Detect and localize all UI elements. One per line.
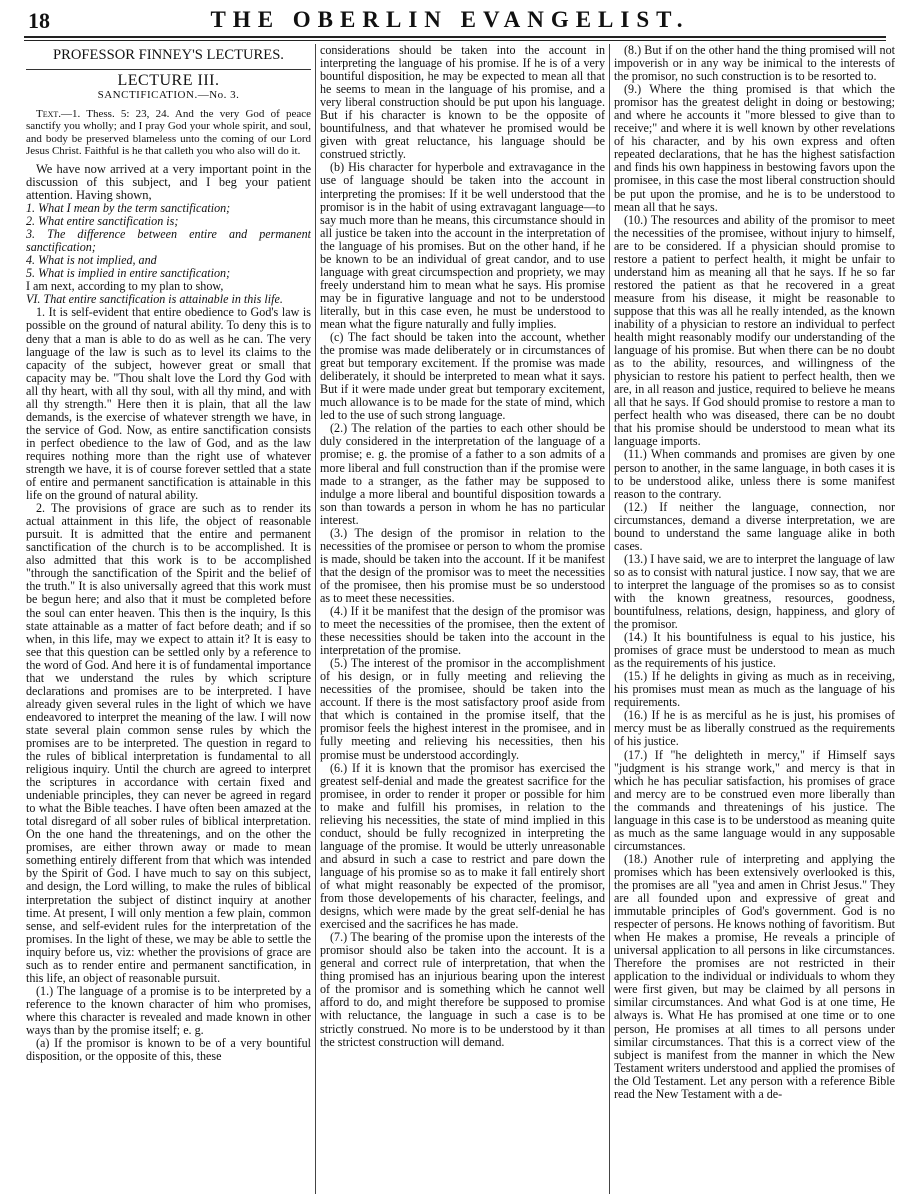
paragraph: (17.) If "he delighteth in mercy," if Himself says "judgment is his strange work," and mercy is that in which he has peculiar satisfaction, his promises of grace and mercy are to be construed even more liberally than the commands and threatenings of his justice. The language in this case is to be understood as meaning quite as much as the same language would in any supposable circumstances. [614, 747, 895, 853]
paragraph: (4.) If it be manifest that the design of the promisor was to meet the necessities of the promisee, then the extent of these necessities should be taken into the account in the interpretation of the promise. [320, 604, 605, 658]
list-item: 2. What entire sanctification is; [26, 214, 179, 229]
paragraph: (9.) Where the thing promised is that which the promisor has the greatest delight in doing or bestowing; and where he accounts it "more blessed to give than to receive;" and where it is well known by other revelations of his character, and by his own express and often repeated declarations, that he has the highest satisfaction and finds his own happiness in bestowing favors upon the promisee, in this case the most liberal construction should be put upon the promise, and he is to be understood to mean all that he says. [614, 82, 895, 214]
paragraph: (b) His character for hyperbole and extravagance in the use of language should be taken into the account in interpreting the promises: If it be well understood that the promisor is in the habit of using extravagant language—to say much more than he means, this circumstance should in all justice be taken into the account in the interpretation of the language of his promises. But on the other hand, if he be known to be an individual of great candor, and to use language with great circumspection and propriety, we may freely understand him to mean what he says. His promise may be in figurative language and not to be understood literally, but in this case even, he must be understood to mean what the figure naturally and fully implies. [320, 160, 605, 331]
paragraph: (14.) It his bountifulness is equal to his justice, his promises of grace must be understood to mean as much as the requirements of his justice. [614, 630, 895, 671]
paragraph: (5.) The interest of the promisor in the accomplishment of his design, or in fully meeting and relieving the necessities of the promisee, should be taken into the account. If there is the most satisfactory proof aside from that which is contained in the promise itself, that the promisor feels the highest interest in the promisee, and in fully meeting and relieving his necessities, then his promise must be understood accordingly. [320, 656, 605, 762]
column-2 [320, 44, 605, 1194]
header-rule-thin [24, 40, 886, 41]
list-item: 5. What is implied in entire sanctification; [26, 266, 231, 281]
outline-list [26, 202, 311, 306]
newspaper-title: THE OBERLIN EVANGELIST. [210, 7, 690, 32]
scripture-text [26, 108, 311, 157]
list-item: 3. The difference between entire and permanent sanctification; [26, 227, 311, 255]
list-item: I am next, according to my plan to show, [26, 279, 224, 294]
header-rule [24, 36, 886, 38]
lecture-heading: LECTURE III. [117, 72, 220, 89]
paragraph: We have now arrived at a very important point in the discussion of this subject, and I beg your patient attention. Having shown, [26, 161, 311, 202]
paragraph: (18.) Another rule of interpreting and applying the promises which has been extensively overlooked is this, the promises are all "yea and amen in Christ Jesus." They are all founded upon and expressive of great and immutable principles of God's government. God is no respecter of persons. He knows nothing of favoritism. But when He makes a promise, He reveals a principle of universal application to all persons in like circumstances. Therefore the promises are not restricted in their application to the individual or individuals to whom they were first given, but may be claimed by all persons in similar circumstances. And what God is at one time, He always is. What He has promised at one time or to one person, He promises at all times to all persons under similar circumstances. That this is a correct view of the subject is manifest from the manner in which the New Testament writers understood and applied the promises of the Old Testament. Let any person with a reference Bible read the New Testament with a de- [614, 851, 895, 1101]
divider [26, 69, 311, 70]
column-divider [315, 44, 316, 1194]
paragraph: (13.) I have said, we are to interpret the language of law so as to consist with natural justice. I now say, that we are to interpret the language of the promises so as to consist with the known greatness, resources, goodness, bountifulness, relations, design, happiness, and glory of the promisor. [614, 551, 895, 632]
paragraph: 1. It is self-evident that entire obedience to God's law is possible on the ground of natural ability. To deny this is to deny that a man is able to do as well as he can. The very language of the law is such as to level its claims to the capacity of the subject, however great or small that capacity may be. "Thou shalt love the Lord thy God with all thy heart, with all thy soul, with all thy mind, and with all thy strength." Here then it is plain, that all the law demands, is the exercise of whatever strength we have, in the service of God. Now, as entire sanctification consists in perfect obedience to the law of God, and as the law requires nothing more than the right use of whatever strength we have, it is of course forever settled that a state of entire and permanent sanctification is attainable in this life on the ground of natural ability. [26, 305, 311, 503]
paragraph: (6.) If it is known that the promisor has exercised the greatest self-denial and made the greatest sacrifice for the promisee, in order to render it proper or possible for him to make and fulfill his promises, in relation to the relieving his necessities, the state of mind implied in this conduct, should be fully recognized in interpreting the language of the promise. It would be utterly unreasonable and absurd in such a case to restrict and pare down the language of his promise so as to make it fall entirely short of what might reasonably be expected of the promisor, from those developements of his character, feelings, and designs, which were made by the great self-denial he has exercised and the sacrifices he has made. [320, 760, 605, 932]
paragraph: (c) The fact should be taken into the account, whether the promise was made deliberately or in circumstances of great but temporary excitement. If the promise was made deliberately, it should be interpreted to mean what it says. But if it were made under great but temporary excitement, much allowance is to be made for the state of mind, which led to the use of such strong language. [320, 330, 605, 423]
paragraph: (a) If the promisor is known to be of a very bountiful disposition, or the opposite of this, these [26, 1036, 311, 1064]
paragraph: 2. The provisions of grace are such as to render its actual attainment in this life, the object of reasonable pursuit. It is admitted that the entire and permanent sanctification of the church is to be accomplished. It is also admitted that this work is to be accomplished "through the sanctification of the Spirit and the belief of the truth." It is also universally agreed that this work must be begun here; and also that it must be completed before the soul can enter heaven. This then is the inquiry, Is this state attainable as a matter of fact before death; and if so when, in this life, may we expect to attain it? It is easy to see that this question can be settled only by a reference to the word of God. And here it is of fundamental importance that we understand the rules by which scripture declarations and promises are to be interpreted. I have already given several rules in the light of which we have endeavored to interpret the meaning of the law. I will now state several plain common sense rules by which the promises are to be interpreted. The question in regard to the rules of biblical interpretation is fundamental to all religious inquiry. Until the church are agreed to interpret the scriptures in accordance with certain fixed and undeniable principles, they can never be agreed in regard to what the Bible teaches. I have often been amazed at the total disregard of all sober rules of biblical interpretation. On the one hand the threatenings, and on the other the promises, are either thrown away or made to mean something entirely different from that which was intended by the Spirit of God. I have much to say on this subject, and design, the Lord willing, to make the rules of biblical interpretation the subject of distinct inquiry at another time. At present, I will only mention a few plain, common sense, and self-evident rules for the interpretation of the promises. In the light of these, we may be able to settle the inquiry before us, viz: whether the provisions of grace are such as to render entire and permanent sanctification, in this life, an object of reasonable pursuit. [26, 501, 311, 985]
paragraph: (15.) If he delights in giving as much as in receiving, his promises must mean as much as the language of his requirements. [614, 669, 895, 710]
paragraph: (1.) The language of a promise is to be interpreted by a reference to the known character of him who promises, where this character is revealed and made known in other ways than by the promise itself; e. g. [26, 983, 311, 1037]
paragraph: (2.) The relation of the parties to each other should be duly considered in the interpretation of the language of a promise; e. g. the promise of a father to a son admits of a more liberal and full construction than if the promise were made to a stranger, as the father may be supposed to indulge a more liberal and bountiful disposition towards a son than towards a person in whom he has no particular interest. [320, 421, 605, 527]
paragraph: (16.) If he is as merciful as he is just, his promises of mercy must be as liberally construed as the requirements of his justice. [614, 708, 895, 749]
list-item: 1. What I mean by the term sanctification; [26, 201, 231, 216]
paragraph: (7.) The bearing of the promise upon the interests of the promisor should also be taken into the account. It is a general and correct rule of interpretation, that when the thing promised has an injurious bearing upon the interest of the promisor and is something which he cannot well afford to do, and might therefore be supposed to promise with reluctance, the language in such a case is to be strictly construed. No more is to be understood by it than the strictest construction will demand. [320, 930, 605, 1049]
column-1 [26, 44, 311, 1194]
series-heading: PROFESSOR FINNEY'S LECTURES. [53, 47, 284, 63]
list-item: VI. That entire sanctification is attainable in this life. [26, 292, 283, 307]
paragraph: (10.) The resources and ability of the promisor to meet the necessities of the promisee, without injury to himself, are to be considered. If a physician should promise to restore a patient to perfect health, it might be unfair to understand him as meaning all that he says. If he so far restored the patient as that he recovered in a great measure from his disease, it might be reasonable to suppose that this was all he really intended, as the known inability of a physician to restore an individual to perfect health might reasonably modify our understanding of the language of his promise. But when there can be no doubt as to the ability, resources, and willingness of the physician to restore his patient to perfect health, then we are, in all reason and justice, required to believe he means all that he says. If God should promise to restore a man to perfect health who was diseased, there can be no doubt that his promise should be understood to mean what its language imports. [614, 212, 895, 449]
lecture-subject: SANCTIFICATION.—No. 3. [97, 89, 240, 102]
paragraph: (11.) When commands and promises are given by one person to another, in the same language, in both cases it is to be understood alike, unless there is some manifest reason to the contrary. [614, 447, 895, 501]
column-3 [614, 44, 895, 1194]
text-body: —1. Thess. 5: 23, 24. And the very God of peace sanctify you wholly; and I pray God your whole spirit, and soul, and body be preserved blameless unto the coming of our Lord Jesus Christ. Faithful is he that calleth you who also will do it. [26, 108, 311, 157]
page-number: 18 [28, 8, 50, 33]
paragraph: (12.) If neither the language, connection, nor circumstances, demand a diverse interpretation, we are bound to understand the same language alike in both cases. [614, 499, 895, 553]
paragraph: (3.) The design of the promisor in relation to the necessities of the promisee or person to whom the promise is made, should be taken into the account. If it be manifest that the design of the promisor was to meet the necessities of the promisee, then his promise must be so understood as to meet these necessities. [320, 525, 605, 605]
text-label: Text. [36, 108, 62, 121]
column-divider [609, 44, 610, 1194]
masthead [0, 0, 900, 36]
paragraph: considerations should be taken into the account in interpreting the language of his promise. If he is of a very bountiful disposition, he may be expected to mean all that he seems to mean in the language of his promise, and a very liberal construction should be put upon his language. But if his character is known to be the opposite of bountifulness, and that whatever he promised would be given with great reluctance, his language should be construed strictly. [320, 44, 605, 162]
paragraph: (8.) But if on the other hand the thing promised will not impoverish or in any way be inimical to the interests of the promisor, no such construction is to be resorted to. [614, 44, 895, 84]
list-item: 4. What is not implied, and [26, 253, 157, 268]
